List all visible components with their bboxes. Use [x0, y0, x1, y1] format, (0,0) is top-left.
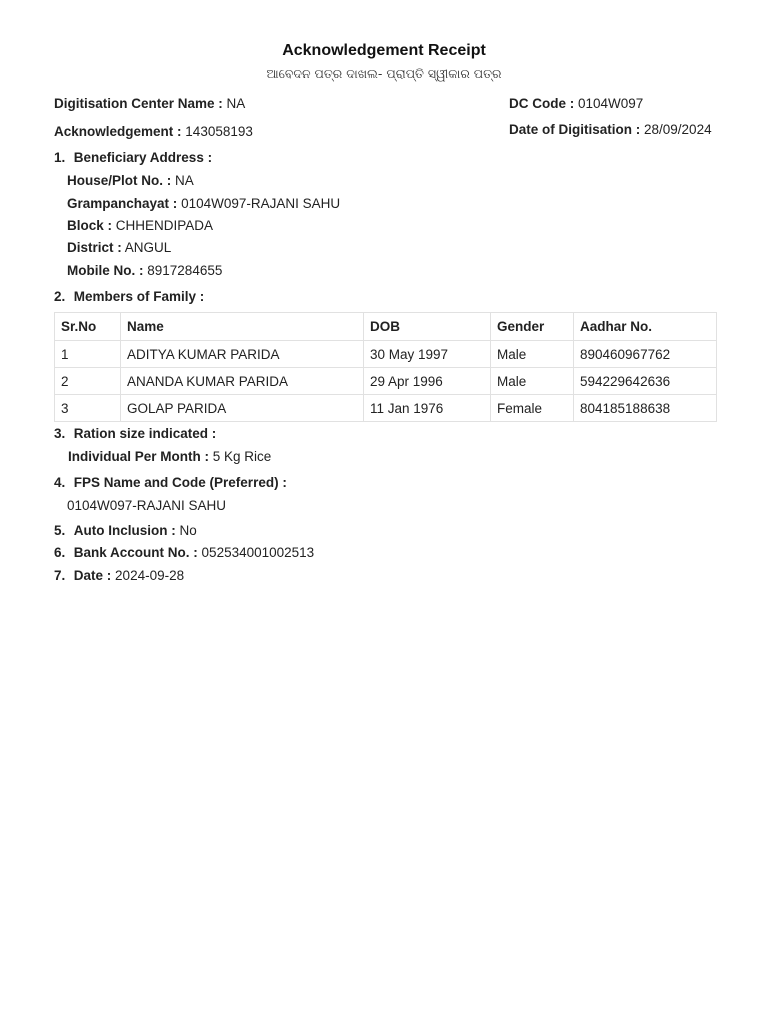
- digitisation-center-row: [54, 96, 245, 111]
- section-label: Ration size indicated :: [73, 426, 217, 441]
- column-header-gender: Gender: [491, 313, 574, 341]
- cell-name: ADITYA KUMAR PARIDA: [121, 341, 364, 368]
- block-label: Block :: [67, 218, 113, 233]
- date-value: 2024-09-28: [115, 568, 185, 583]
- section-number: 2.: [54, 289, 66, 304]
- section-number: 5.: [54, 523, 66, 538]
- individual-per-month-row: [68, 449, 271, 464]
- cell-sr-no: 1: [55, 341, 121, 368]
- house-plot-value: NA: [175, 173, 194, 188]
- section-beneficiary-address-heading: [54, 150, 212, 165]
- block-value: CHHENDIPADA: [115, 218, 214, 233]
- district-value: ANGUL: [124, 240, 172, 255]
- date-of-digitisation-value: 28/09/2024: [644, 122, 712, 137]
- district-row: [67, 240, 171, 255]
- district-label: District :: [67, 240, 122, 255]
- cell-gender: Female: [491, 395, 574, 422]
- cell-name: ANANDA KUMAR PARIDA: [121, 368, 364, 395]
- section-number: 1.: [54, 150, 66, 165]
- column-header-aadhar: Aadhar No.: [574, 313, 717, 341]
- grampanchayat-label: Grampanchayat :: [67, 196, 178, 211]
- mobile-value: 8917284655: [147, 263, 223, 278]
- page-subtitle-odia: ଆବେଦନ ପତ୍ର ଦାଖଲ- ପ୍ରାପ୍ତି ସ୍ୱୀକାର ପତ୍ର: [266, 66, 502, 81]
- block-row: [67, 218, 213, 233]
- cell-dob: 11 Jan 1976: [364, 395, 491, 422]
- house-plot-label: House/Plot No. :: [67, 173, 172, 188]
- cell-gender: Male: [491, 368, 574, 395]
- acknowledgement-value: 143058193: [185, 124, 253, 139]
- cell-sr-no: 2: [55, 368, 121, 395]
- section-auto-inclusion: [54, 523, 197, 538]
- bank-account-label: Bank Account No. :: [73, 545, 198, 560]
- section-fps-heading: [54, 475, 287, 490]
- cell-aadhar: 804185188638: [574, 395, 717, 422]
- column-header-name: Name: [121, 313, 364, 341]
- section-label: FPS Name and Code (Preferred) :: [73, 475, 287, 490]
- individual-per-month-value: 5 Kg Rice: [212, 449, 272, 464]
- auto-inclusion-label: Auto Inclusion :: [73, 523, 176, 538]
- cell-aadhar: 594229642636: [574, 368, 717, 395]
- date-of-digitisation-row: [509, 122, 712, 137]
- section-bank-account: [54, 545, 314, 560]
- digitisation-center-value: NA: [226, 96, 246, 111]
- section-number: 4.: [54, 475, 66, 490]
- table-row: [55, 341, 717, 368]
- cell-gender: Male: [491, 341, 574, 368]
- house-plot-row: [67, 173, 194, 188]
- cell-dob: 30 May 1997: [364, 341, 491, 368]
- section-label: Members of Family :: [73, 289, 205, 304]
- section-number: 3.: [54, 426, 66, 441]
- dc-code-label: DC Code :: [509, 96, 575, 111]
- section-members-heading: [54, 289, 204, 304]
- fps-value: 0104W097-RAJANI SAHU: [67, 498, 227, 513]
- members-table: [54, 312, 717, 422]
- individual-per-month-label: Individual Per Month :: [68, 449, 209, 464]
- dc-code-row: [509, 96, 643, 111]
- column-header-sr-no: Sr.No: [55, 313, 121, 341]
- date-of-digitisation-label: Date of Digitisation :: [509, 122, 641, 137]
- acknowledgement-row: [54, 124, 253, 139]
- section-label: Beneficiary Address :: [73, 150, 213, 165]
- cell-sr-no: 3: [55, 395, 121, 422]
- table-header-row: [55, 313, 717, 341]
- grampanchayat-row: [67, 196, 340, 211]
- section-date: [54, 568, 184, 583]
- section-ration-heading: [54, 426, 216, 441]
- dc-code-value: 0104W097: [578, 96, 644, 111]
- acknowledgement-label: Acknowledgement :: [54, 124, 182, 139]
- page-title: Acknowledgement Receipt: [282, 42, 486, 59]
- grampanchayat-value: 0104W097-RAJANI SAHU: [181, 196, 341, 211]
- column-header-dob: DOB: [364, 313, 491, 341]
- cell-name: GOLAP PARIDA: [121, 395, 364, 422]
- section-number: 7.: [54, 568, 66, 583]
- auto-inclusion-value: No: [179, 523, 197, 538]
- digitisation-center-label: Digitisation Center Name :: [54, 96, 223, 111]
- section-number: 6.: [54, 545, 66, 560]
- table-row: [55, 368, 717, 395]
- cell-dob: 29 Apr 1996: [364, 368, 491, 395]
- mobile-label: Mobile No. :: [67, 263, 144, 278]
- bank-account-value: 052534001002513: [201, 545, 315, 560]
- table-row: [55, 395, 717, 422]
- cell-aadhar: 890460967762: [574, 341, 717, 368]
- mobile-row: [67, 263, 222, 278]
- date-label: Date :: [73, 568, 112, 583]
